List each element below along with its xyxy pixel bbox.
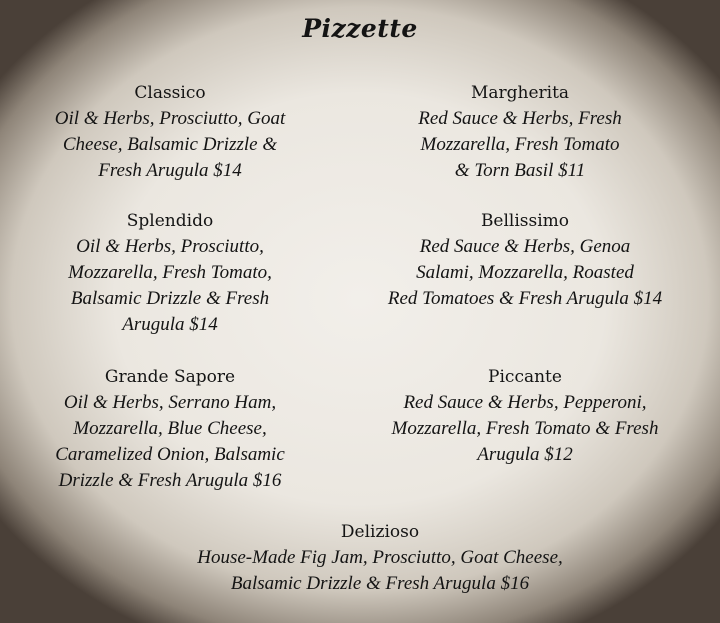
menu-item-bellissimo — [355, 208, 695, 312]
menu-item-grande-sapore — [20, 364, 320, 494]
item-description: Red Sauce & Herbs, Genoa Salami, Mozzarella, Roasted Red Tomatoes & Fresh Arugula $14 — [387, 236, 663, 309]
item-name: Splendido — [126, 211, 214, 231]
menu-item-delizioso — [140, 519, 620, 597]
menu-item-splendido — [20, 208, 320, 338]
item-name: Margherita — [470, 83, 570, 103]
item-name: Delizioso — [340, 522, 420, 542]
item-name: Piccante — [488, 367, 562, 387]
menu-item-piccante — [355, 364, 695, 468]
item-description: Oil & Herbs, Prosciutto, Goat Cheese, Balsamic Drizzle & Fresh Arugula $14 — [54, 108, 286, 181]
item-description: Oil & Herbs, Prosciutto, Mozzarella, Fresh Tomato, Balsamic Drizzle & Fresh Arugula $14 — [68, 236, 272, 335]
item-description: Red Sauce & Herbs, Pepperoni, Mozzarella, Fresh Tomato & Fresh Arugula $12 — [391, 392, 659, 465]
item-description: Oil & Herbs, Serrano Ham, Mozzarella, Blue Cheese, Caramelized Onion, Balsamic Drizzle & Fresh Arugula $16 — [55, 392, 285, 491]
item-name: Classico — [134, 83, 206, 103]
item-description: House-Made Fig Jam, Prosciutto, Goat Cheese, Balsamic Drizzle & Fresh Arugula $16 — [197, 547, 563, 594]
item-name: Grande Sapore — [104, 367, 236, 387]
item-description: Red Sauce & Herbs, Fresh Mozzarella, Fresh Tomato & Torn Basil $11 — [418, 108, 622, 181]
menu-title: Pizzette — [302, 14, 418, 43]
menu-item-margherita — [370, 80, 670, 184]
menu-item-classico — [20, 80, 320, 184]
item-name: Bellissimo — [480, 211, 570, 231]
